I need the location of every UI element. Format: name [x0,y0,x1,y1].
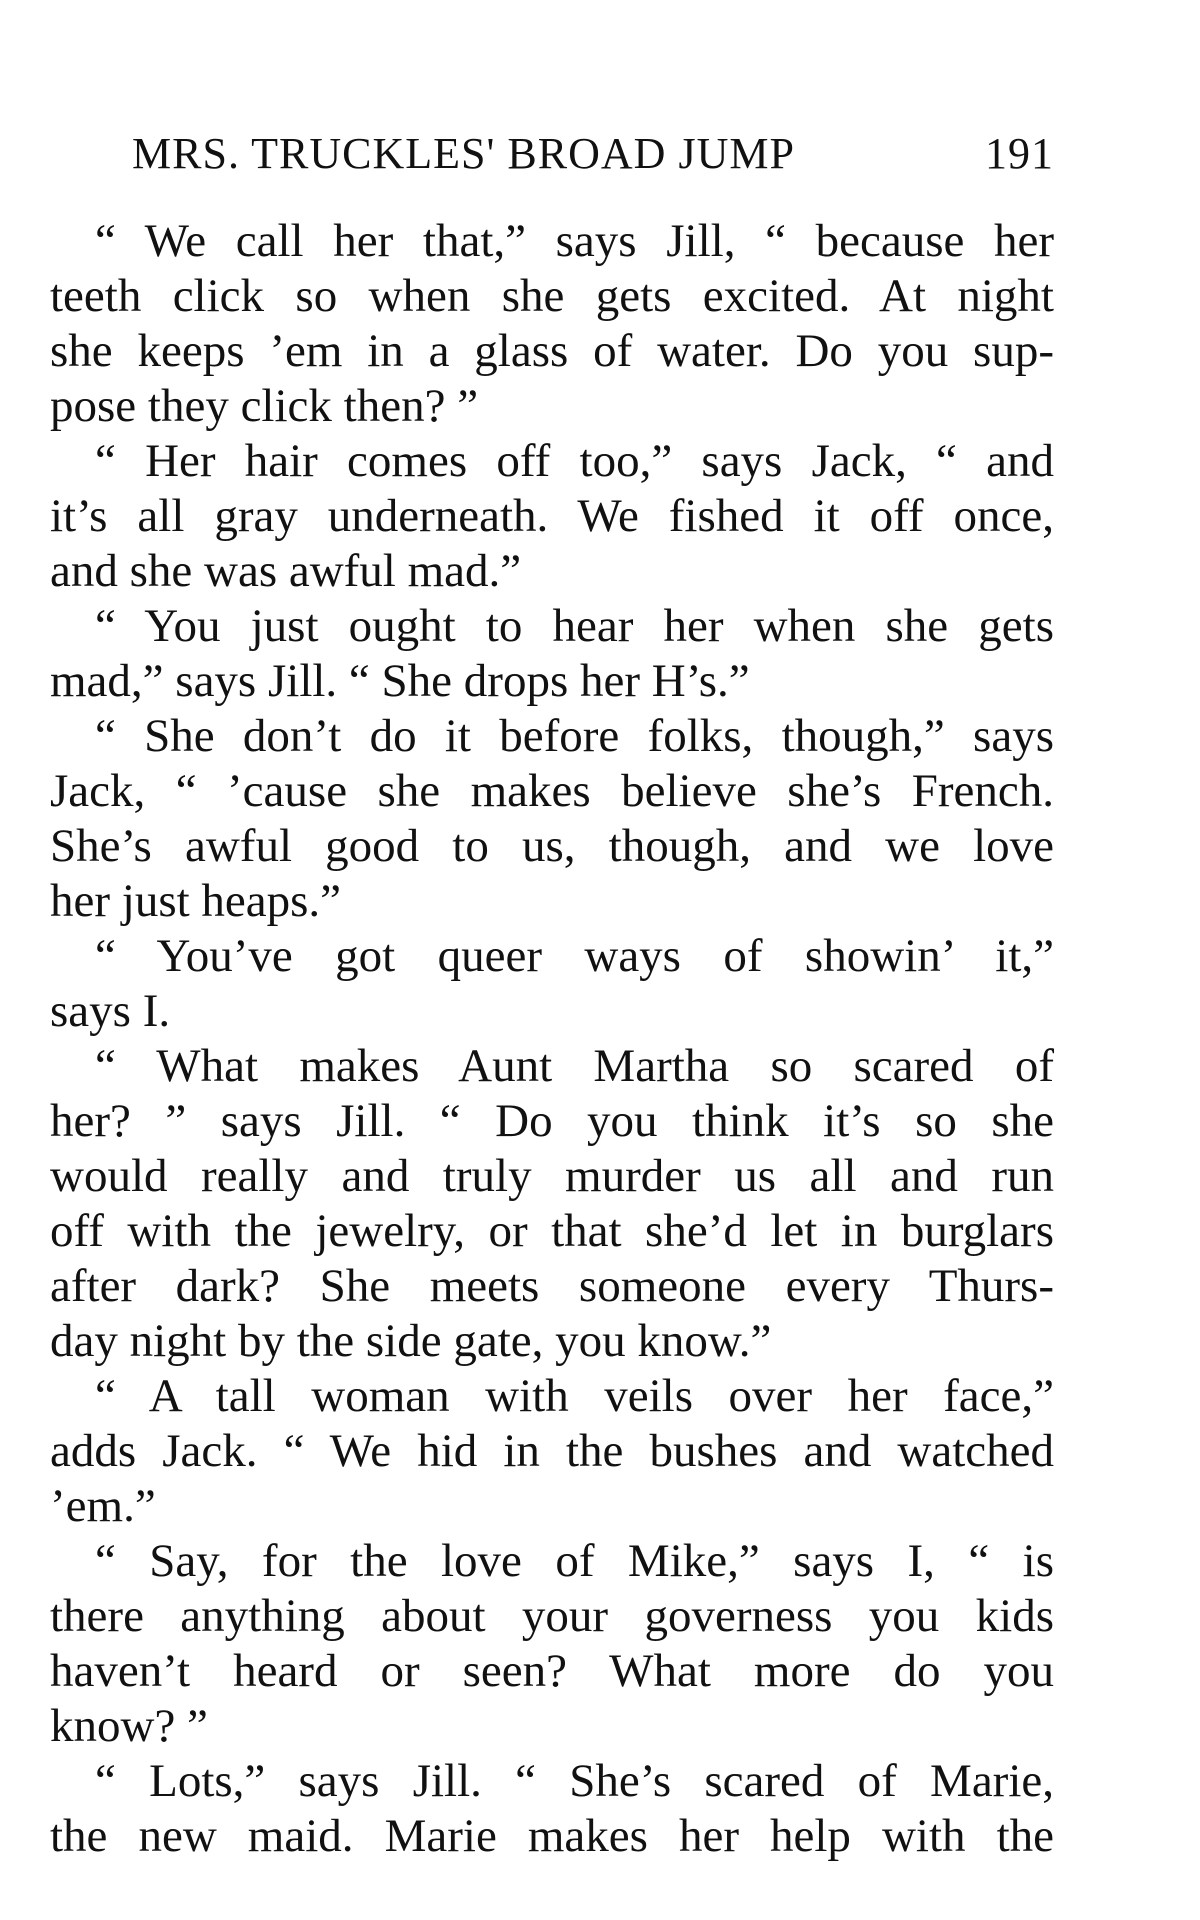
page-number: 191 [985,129,1054,178]
text-line: off with the jewelry, or that she’d let in burglars [50,1205,1054,1257]
text-line: “ You just ought to hear her when she gets [95,600,1054,652]
text-line: her? ” says Jill. “ Do you think it’s so she [50,1095,1054,1147]
text-line: there anything about your governess you kids [50,1590,1054,1642]
text-line: She’s awful good to us, though, and we love [50,820,1054,872]
text-line: “ Her hair comes off too,” says Jack, “ and [95,435,1054,487]
body-text [50,214,1054,1864]
text-line: after dark? She meets someone every Thurs- [50,1260,1054,1312]
text-line: ’em.” [50,1480,156,1532]
text-line: “ We call her that,” says Jill, “ because her [95,215,1054,267]
text-line: “ She don’t do it before folks, though,” says [95,710,1054,762]
text-line: would really and truly murder us all and run [50,1150,1054,1202]
text-line: and she was awful mad.” [50,545,522,597]
text-line: know? ” [50,1700,208,1752]
text-line: “ What makes Aunt Martha so scared of [95,1040,1054,1092]
text-line: the new maid. Marie makes her help with the [50,1810,1054,1862]
text-line: it’s all gray underneath. We fished it off once, [50,490,1054,542]
text-line: Jack, “ ’cause she makes believe she’s French. [50,765,1054,817]
running-title: MRS. TRUCKLES' BROAD JUMP [132,129,795,178]
text-line: her just heaps.” [50,875,342,927]
text-line: day night by the side gate, you know.” [50,1315,772,1367]
text-line: “ A tall woman with veils over her face,” [95,1370,1054,1422]
text-line: pose they click then? ” [50,380,479,432]
running-head [132,128,1054,188]
text-line: “ Lots,” says Jill. “ She’s scared of Marie, [95,1755,1054,1807]
text-line: she keeps ’em in a glass of water. Do you sup- [50,325,1054,377]
text-line: adds Jack. “ We hid in the bushes and watched [50,1425,1054,1477]
text-line: teeth click so when she gets excited. At night [50,270,1054,322]
text-line: haven’t heard or seen? What more do you [50,1645,1054,1697]
text-line: says I. [50,985,171,1037]
text-line: “ Say, for the love of Mike,” says I, “ is [95,1535,1054,1587]
text-line: mad,” says Jill. “ She drops her H’s.” [50,655,750,707]
text-line: “ You’ve got queer ways of showin’ it,” [95,930,1054,982]
